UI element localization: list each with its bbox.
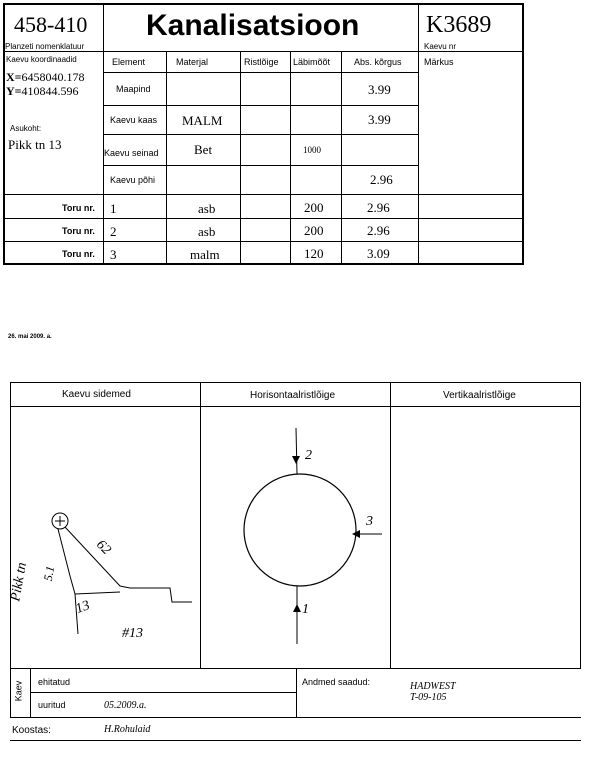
sketch-label-pipe2: 2: [305, 448, 312, 463]
pipe-labimoot: 200: [304, 200, 324, 215]
ehitatud-label: ehitatud: [38, 677, 71, 687]
row-element: Kaevu seinad: [104, 148, 159, 158]
andmed-value1: HADWEST: [410, 681, 456, 692]
sketch-label-pipe1: 1: [302, 602, 309, 617]
header-markus: Märkus: [424, 57, 454, 67]
coord-x: [6, 70, 85, 85]
uuritud-value: 05.2009.a.: [104, 700, 147, 711]
row-korgus: 3.99: [368, 82, 391, 97]
sketch-label-pipe3: 3: [366, 514, 373, 529]
pipe-label: Toru nr.: [62, 226, 95, 236]
pipe-materjal: asb: [198, 224, 216, 239]
well-number: K3689: [426, 12, 492, 38]
pipe-labimoot: 120: [304, 246, 324, 261]
nomenclature-code: 458-410: [14, 12, 88, 37]
page-title: Kanalisatsioon: [146, 9, 360, 42]
header-labimoot: Läbimõõt: [293, 57, 331, 67]
pipe-korgus: 2.96: [367, 200, 390, 215]
coord-y: [6, 84, 79, 99]
sketch-label-62: 62: [93, 537, 114, 558]
col-title-sidemed: Kaevu sidemed: [62, 389, 131, 400]
nomenclature-label: Planzeti nomenklatuur: [5, 42, 85, 51]
kaev-label: Kaev: [13, 680, 24, 702]
header-korgus: Abs. kõrgus: [354, 57, 402, 67]
andmed-label: Andmed saadud:: [302, 677, 371, 687]
sketch-label-street: Pikk tn: [8, 561, 30, 603]
sketch-label-51: 5.1: [40, 564, 58, 583]
date-stamp: 26. mai 2009. a.: [8, 334, 52, 340]
pipe-nr: 2: [110, 224, 117, 239]
pipe-materjal: asb: [198, 201, 216, 216]
row-korgus: 3.99: [368, 112, 391, 127]
coord-x-label: X=: [6, 70, 22, 84]
row-materjal: Bet: [194, 142, 213, 157]
row-labimoot: 1000: [303, 145, 321, 155]
coords-label: Kaevu koordinaadid: [6, 55, 77, 64]
row-korgus: 2.96: [370, 172, 393, 187]
well-number-label: Kaevu nr: [424, 42, 457, 51]
sketch-label-13: 13: [73, 598, 92, 617]
koostas-value: H.Rohulaid: [104, 724, 151, 735]
row-element: Kaevu põhi: [110, 175, 156, 185]
pipe-labimoot: 200: [304, 223, 324, 238]
horizontal-section-sketch: [200, 406, 390, 668]
koostas-label: Koostas:: [12, 725, 51, 736]
pipe-label: Toru nr.: [62, 203, 95, 213]
uuritud-label: uuritud: [38, 700, 66, 710]
location-label: Asukoht:: [10, 124, 42, 133]
row-element: Maapind: [116, 84, 151, 94]
location-sketch: [10, 406, 200, 668]
row-element: Kaevu kaas: [110, 115, 158, 125]
col-title-horisontaal: Horisontaalristlõige: [250, 390, 336, 401]
sketch-label-number: #13: [122, 626, 143, 641]
header-materjal: Materjal: [176, 57, 209, 67]
row-materjal: MALM: [182, 113, 223, 128]
coord-x-value: 6458040.178: [21, 70, 85, 84]
coord-y-label: Y=: [6, 84, 22, 98]
pipe-korgus: 3.09: [367, 246, 390, 261]
header-ristloige: Ristlõige: [244, 57, 279, 67]
pipe-nr: 3: [110, 247, 117, 262]
coord-y-value: 410844.596: [21, 84, 79, 98]
header-element: Element: [112, 57, 146, 67]
location-value: Pikk tn 13: [8, 137, 62, 152]
col-title-vertikaal: Vertikaalristlõige: [443, 390, 516, 401]
pipe-korgus: 2.96: [367, 223, 390, 238]
pipe-label: Toru nr.: [62, 249, 95, 259]
pipe-nr: 1: [110, 201, 117, 216]
pipe-materjal: malm: [190, 247, 220, 262]
andmed-value2: T-09-105: [410, 692, 447, 703]
